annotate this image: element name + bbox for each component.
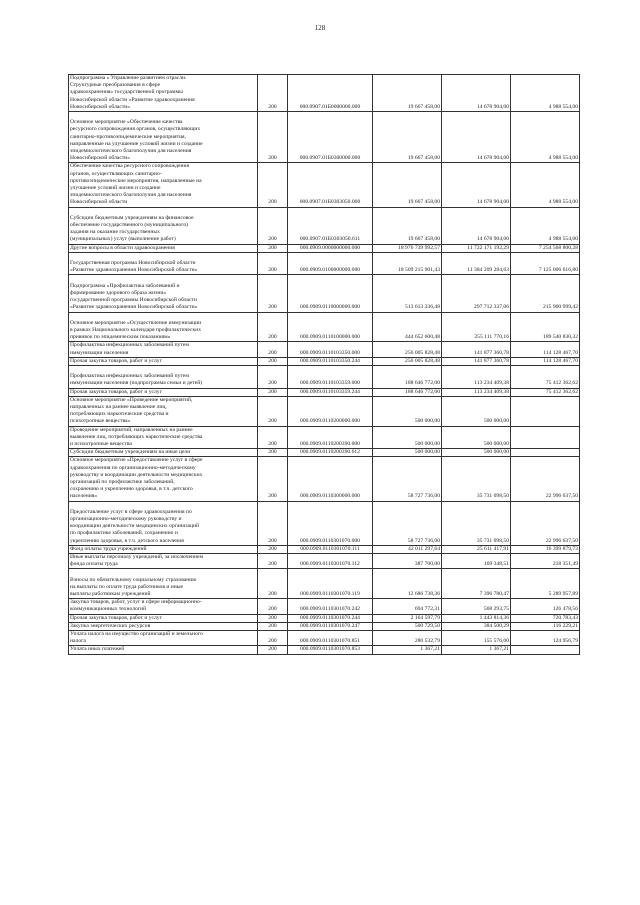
row-code-cell: 200 xyxy=(258,545,288,553)
row-name-line: Закупка энергетических ресурсов xyxy=(70,622,151,629)
row-value-3-cell xyxy=(511,646,580,654)
row-name-line xyxy=(70,208,256,215)
row-name-line xyxy=(70,253,256,260)
row-name-line: по профилактике заболеваний, сохранению и xyxy=(70,530,178,537)
row-value-1-cell: 694 772,31 xyxy=(373,599,442,614)
row-name-cell xyxy=(69,457,258,501)
row-code-cell: 200 xyxy=(258,163,288,207)
row-name-line: выплаты работникам учреждений xyxy=(70,591,151,598)
row-value-2-cell: 1 443 814,36 xyxy=(442,614,511,622)
table-row xyxy=(69,569,580,599)
row-name-line: Иные выплаты персоналу учреждений, за исключением xyxy=(70,554,204,560)
row-name-line: организаций по профилактике заболеваний, xyxy=(70,478,175,485)
row-name-line: улучшение условий жизни и создание xyxy=(70,185,161,192)
row-name-cell xyxy=(69,449,258,457)
table-row xyxy=(69,396,580,426)
row-kbk-cell: 000.0909.0110301070.112 xyxy=(288,554,373,569)
row-kbk-cell: 000.0909.0110301070.244 xyxy=(288,614,373,622)
row-name-line: задания на оказание государственных xyxy=(70,229,160,236)
row-value-3-cell: 22 996 637,50 xyxy=(511,457,580,501)
row-kbk-cell: 000.0909.0110301070.000 xyxy=(288,501,373,545)
row-name-line: Фонд оплаты труда учреждений xyxy=(70,545,147,552)
row-kbk-cell: 000.0909.0110301070.119 xyxy=(288,569,373,599)
row-name-line: фонда оплаты труда xyxy=(70,561,118,568)
row-name-line: Основное мероприятие «Обеспечение качества xyxy=(70,119,183,126)
row-name-cell xyxy=(69,244,258,252)
row-value-1-cell: 513 613 336,48 xyxy=(373,275,442,312)
table-row xyxy=(69,252,580,275)
row-name-line xyxy=(70,313,256,320)
row-kbk-cell: 000.0909.0110103359.244 xyxy=(288,388,373,396)
row-name-line: Профилактика инфекционных заболеваний путем xyxy=(70,342,189,349)
row-name-cell xyxy=(69,342,258,357)
row-value-2-cell: 11 384 209 284,63 xyxy=(442,252,511,275)
row-name-line: обеспечение государственного (муниципального) xyxy=(70,222,189,229)
row-value-1-cell: 19 667 458,00 xyxy=(373,112,442,163)
row-name-cell xyxy=(69,396,258,426)
row-value-3-cell: 5 289 957,89 xyxy=(511,569,580,599)
row-name-line: органов, осуществляющих санитарно- xyxy=(70,170,162,177)
row-code-cell: 200 xyxy=(258,426,288,449)
row-value-3-cell: 189 540 830,32 xyxy=(511,312,580,342)
row-name-line xyxy=(70,275,256,282)
row-name-line: здравоохранения по организационно-методическому xyxy=(70,464,196,471)
row-value-3-cell: 4 988 554,00 xyxy=(511,207,580,244)
row-name-line: коммуникационных технологий xyxy=(70,606,147,613)
row-name-line: направленные на улучшение условий жизни и создание xyxy=(70,140,203,147)
row-kbk-cell: 000.0909.0110300000.000 xyxy=(288,457,373,501)
table-row xyxy=(69,342,580,357)
row-kbk-cell: 000.0909.0110200390.000 xyxy=(288,426,373,449)
row-code-cell: 200 xyxy=(258,449,288,457)
table-row xyxy=(69,501,580,545)
row-name-line: Уплата иных платежей xyxy=(70,646,125,653)
row-name-line: противоэпидемические мероприятия, направленные на xyxy=(70,177,202,184)
row-name-line: Новосибирской области» xyxy=(70,155,131,162)
row-code-cell: 200 xyxy=(258,501,288,545)
row-name-line: Основное мероприятие «Проведение мероприятий, xyxy=(70,396,193,403)
row-kbk-cell: 000.0909.0110100000.000 xyxy=(288,312,373,342)
row-value-1-cell: 444 652 600,48 xyxy=(373,312,442,342)
row-value-2-cell: 384 500,29 xyxy=(442,622,511,630)
row-name-line: «Развитие здравоохранения Новосибирской области» xyxy=(70,267,198,274)
row-kbk-cell: 000.0907.01Б0000000.000 xyxy=(288,75,373,112)
row-name-line: Государственная программа Новосибирской области xyxy=(70,260,196,267)
row-value-3-cell: 215 900 999,42 xyxy=(511,275,580,312)
row-value-1-cell: 387 700,00 xyxy=(373,554,442,569)
table-row xyxy=(69,614,580,622)
row-code-cell: 200 xyxy=(258,646,288,654)
row-code-cell: 200 xyxy=(258,357,288,365)
row-code-cell: 200 xyxy=(258,388,288,396)
row-kbk-cell: 000.0909.0110301070.242 xyxy=(288,599,373,614)
row-value-2-cell: 14 678 904,00 xyxy=(442,75,511,112)
row-value-3-cell: 4 988 554,00 xyxy=(511,163,580,207)
row-value-2-cell: 25 611 417,91 xyxy=(442,545,511,553)
row-value-3-cell xyxy=(511,396,580,426)
row-name-line: Обеспечение качества ресурсного сопровождения xyxy=(70,163,190,170)
table-row xyxy=(69,207,580,244)
row-name-cell xyxy=(69,207,258,244)
row-code-cell: 200 xyxy=(258,554,288,569)
row-name-line: санитарно-противоэпидемические мероприятия, xyxy=(70,133,187,140)
table-row xyxy=(69,75,580,112)
row-value-3-cell: 75 412 362,62 xyxy=(511,365,580,388)
row-code-cell: 200 xyxy=(258,252,288,275)
page-number: 128 xyxy=(314,24,326,32)
row-value-2-cell: 14 678 904,00 xyxy=(442,163,511,207)
row-value-1-cell: 19 667 458,00 xyxy=(373,75,442,112)
row-name-line: руководству и координации деятельности медицинских xyxy=(70,471,203,478)
row-kbk-cell: 000.0909.0110301070.111 xyxy=(288,545,373,553)
row-value-2-cell: 113 234 409,38 xyxy=(442,365,511,388)
row-kbk-cell: 000.0909.0110000000.000 xyxy=(288,275,373,312)
row-value-1-cell: 18 509 215 901,43 xyxy=(373,252,442,275)
row-value-2-cell: 169 348,51 xyxy=(442,554,511,569)
row-name-cell xyxy=(69,426,258,449)
row-value-2-cell: 500 000,00 xyxy=(442,396,511,426)
row-name-line: и психотропные вещества xyxy=(70,440,132,447)
row-name-line: Прочая закупка товаров, работ и услуг xyxy=(70,388,162,395)
row-code-cell: 200 xyxy=(258,207,288,244)
row-name-line: Новосибирской области» xyxy=(70,103,131,110)
table-row xyxy=(69,365,580,388)
row-name-cell xyxy=(69,275,258,312)
row-value-1-cell: 280 532,79 xyxy=(373,631,442,646)
row-value-3-cell: 116 229,21 xyxy=(511,622,580,630)
row-name-line: Предоставление услуг в сфере здравоохранения по xyxy=(70,508,192,515)
row-value-2-cell: 11 722 171 192,29 xyxy=(442,244,511,252)
row-value-3-cell: 218 351,49 xyxy=(511,554,580,569)
row-value-1-cell: 256 005 828,48 xyxy=(373,357,442,365)
row-value-2-cell: 14 678 904,00 xyxy=(442,207,511,244)
row-name-line: здравоохранения» государственной программы xyxy=(70,89,183,96)
row-code-cell: 200 xyxy=(258,614,288,622)
row-code-cell: 200 xyxy=(258,75,288,112)
table-row xyxy=(69,112,580,163)
table-row xyxy=(69,426,580,449)
row-name-line: налога xyxy=(70,638,86,645)
row-name-line: Проведение мероприятий, направленных на раннее xyxy=(70,426,193,433)
row-name-line: прививок по эпидемическим показаниям» xyxy=(70,334,171,341)
row-value-2-cell: 1 367,21 xyxy=(442,646,511,654)
row-code-cell: 200 xyxy=(258,457,288,501)
row-value-1-cell: 42 011 297,64 xyxy=(373,545,442,553)
row-value-1-cell: 500 000,00 xyxy=(373,396,442,426)
row-name-line: координации деятельности медицинских организаций xyxy=(70,523,200,530)
row-name-cell xyxy=(69,599,258,614)
row-name-line: ресурсного сопровождения органов, осуществляющих xyxy=(70,126,201,133)
row-value-2-cell: 255 111 770,16 xyxy=(442,312,511,342)
row-value-3-cell: 720 783,43 xyxy=(511,614,580,622)
table-row xyxy=(69,244,580,252)
row-name-line: Субсидии бюджетным учреждениям на финансовое xyxy=(70,214,194,221)
table-row xyxy=(69,646,580,654)
row-value-3-cell xyxy=(511,449,580,457)
row-kbk-cell: 000.0907.01Б0303050.611 xyxy=(288,207,373,244)
row-value-2-cell: 500 000,00 xyxy=(442,426,511,449)
row-name-line: иммунизации населения xyxy=(70,349,129,356)
row-code-cell: 200 xyxy=(258,312,288,342)
row-value-3-cell: 4 988 554,00 xyxy=(511,75,580,112)
table-row xyxy=(69,312,580,342)
row-value-1-cell: 500 000,00 xyxy=(373,449,442,457)
table-row xyxy=(69,622,580,630)
row-value-3-cell: 4 988 554,00 xyxy=(511,112,580,163)
row-value-3-cell: 114 128 467,70 xyxy=(511,357,580,365)
table-row xyxy=(69,388,580,396)
row-value-2-cell: 35 731 098,50 xyxy=(442,501,511,545)
row-name-line: (муниципальных) услуг (выполнение работ) xyxy=(70,236,176,243)
row-name-line: Основное мероприятие «Осуществление иммунизации xyxy=(70,319,202,326)
row-value-2-cell: 141 877 360,78 xyxy=(442,342,511,357)
row-name-cell xyxy=(69,75,258,112)
row-name-line: психотропные вещества» xyxy=(70,418,131,425)
row-code-cell: 200 xyxy=(258,244,288,252)
row-kbk-cell: 000.0909.0110301070.247 xyxy=(288,622,373,630)
row-value-2-cell: 155 576,00 xyxy=(442,631,511,646)
row-name-line: населения» xyxy=(70,493,98,500)
row-name-line: Структурные преобразования в сфере xyxy=(70,82,161,89)
row-kbk-cell: 000.0907.01Б0300000.000 xyxy=(288,112,373,163)
row-code-cell: 200 xyxy=(258,275,288,312)
row-name-cell xyxy=(69,501,258,545)
row-name-cell xyxy=(69,357,258,365)
row-value-1-cell: 58 727 736,00 xyxy=(373,501,442,545)
row-name-line: в рамках Национального календаря профилактических xyxy=(70,326,202,333)
row-name-cell xyxy=(69,365,258,388)
row-name-cell xyxy=(69,631,258,646)
table-row xyxy=(69,163,580,207)
table-row xyxy=(69,545,580,553)
row-kbk-cell: 000.0909.0110301070.851 xyxy=(288,631,373,646)
row-value-3-cell: 75 412 362,62 xyxy=(511,388,580,396)
table-row xyxy=(69,449,580,457)
row-value-3-cell: 22 996 637,50 xyxy=(511,501,580,545)
row-name-cell xyxy=(69,614,258,622)
row-kbk-cell: 000.0909.0110200000.000 xyxy=(288,396,373,426)
table-row xyxy=(69,599,580,614)
row-name-line: Взносы по обязательному социальному страхованию xyxy=(70,576,197,583)
row-value-1-cell: 12 686 738,36 xyxy=(373,569,442,599)
row-name-line: государственной программы Новосибирской области xyxy=(70,297,197,304)
row-value-2-cell: 568 293,75 xyxy=(442,599,511,614)
row-name-cell xyxy=(69,112,258,163)
row-name-line: организационно-методическому руководству и xyxy=(70,515,182,522)
row-name-line: укреплению здоровья, в т.ч. детского населения xyxy=(70,537,184,544)
row-code-cell: 200 xyxy=(258,569,288,599)
row-name-line: Профилактика инфекционных заболеваний путем xyxy=(70,373,189,380)
row-value-3-cell: 114 128 467,70 xyxy=(511,342,580,357)
row-name-line: Новосибирской области «Развитие здравоохранения xyxy=(70,96,195,103)
row-name-cell xyxy=(69,646,258,654)
row-name-line: Другие вопросы в области здравоохранения xyxy=(70,244,175,251)
row-code-cell: 200 xyxy=(258,631,288,646)
row-value-1-cell: 1 367,21 xyxy=(373,646,442,654)
budget-table-body xyxy=(69,75,580,655)
row-name-line: Закупка товаров, работ, услуг в сфере информационно- xyxy=(70,599,202,606)
row-value-1-cell: 18 976 739 992,57 xyxy=(373,244,442,252)
row-value-1-cell: 500 729,50 xyxy=(373,622,442,630)
row-value-3-cell xyxy=(511,426,580,449)
row-name-line: направленных на раннее выявление лиц, xyxy=(70,403,167,410)
row-value-2-cell: 141 877 360,78 xyxy=(442,357,511,365)
row-code-cell: 200 xyxy=(258,599,288,614)
row-name-line: эпидемиологического благополучия для населения xyxy=(70,192,192,199)
row-name-line: выявление лиц, потребляющих наркотические средства xyxy=(70,433,203,440)
row-value-1-cell: 19 667 458,00 xyxy=(373,207,442,244)
row-code-cell: 200 xyxy=(258,622,288,630)
table-row xyxy=(69,357,580,365)
row-name-line: Новосибирской области xyxy=(70,199,128,206)
row-name-cell xyxy=(69,622,258,630)
row-name-cell xyxy=(69,545,258,553)
row-name-line xyxy=(70,569,256,576)
row-value-1-cell: 188 646 772,00 xyxy=(373,388,442,396)
row-value-3-cell: 7 125 006 616,80 xyxy=(511,252,580,275)
row-name-cell xyxy=(69,554,258,569)
row-name-line: формирование здорового образа жизни» xyxy=(70,289,167,296)
row-value-2-cell: 14 678 904,00 xyxy=(442,112,511,163)
row-name-cell xyxy=(69,252,258,275)
table-row xyxy=(69,554,580,569)
row-name-line: Подпрограмма « Управление развитием отрасли. xyxy=(70,75,187,81)
row-name-cell xyxy=(69,163,258,207)
row-value-3-cell: 7 254 568 800,28 xyxy=(511,244,580,252)
row-name-line: Прочая закупка товаров, работ и услуг xyxy=(70,357,162,364)
row-name-line: Подпрограмма «Профилактика заболеваний и xyxy=(70,282,180,289)
row-name-line: Основное мероприятие «Предоставление услуг в сфере xyxy=(70,457,203,464)
row-kbk-cell: 000.0909.0100000000.000 xyxy=(288,252,373,275)
row-name-line xyxy=(70,502,256,509)
row-value-1-cell: 256 005 828,48 xyxy=(373,342,442,357)
row-code-cell: 200 xyxy=(258,112,288,163)
row-value-3-cell: 124 956,79 xyxy=(511,631,580,646)
row-value-3-cell: 126 478,56 xyxy=(511,599,580,614)
table-row xyxy=(69,457,580,501)
table-row xyxy=(69,275,580,312)
row-name-cell xyxy=(69,312,258,342)
row-kbk-cell: 000.0909.0110200390.612 xyxy=(288,449,373,457)
row-value-3-cell: 16 399 879,73 xyxy=(511,545,580,553)
row-value-2-cell: 113 234 409,38 xyxy=(442,388,511,396)
row-kbk-cell: 000.0909.0110103359.000 xyxy=(288,365,373,388)
row-value-1-cell: 188 646 772,00 xyxy=(373,365,442,388)
row-name-line: иммунизации населения (подпрограмма семьи и детей) xyxy=(70,380,203,387)
row-code-cell: 200 xyxy=(258,396,288,426)
row-name-cell xyxy=(69,388,258,396)
row-value-2-cell: 35 731 098,50 xyxy=(442,457,511,501)
row-value-1-cell: 19 667 458,00 xyxy=(373,163,442,207)
row-name-line: потребляющих наркотические средства и xyxy=(70,411,169,418)
row-value-2-cell: 500 000,00 xyxy=(442,449,511,457)
row-kbk-cell: 000.0907.01Б0303050.000 xyxy=(288,163,373,207)
row-kbk-cell: 000.0909.0110103350.000 xyxy=(288,342,373,357)
row-value-2-cell: 297 712 337,06 xyxy=(442,275,511,312)
row-name-cell xyxy=(69,569,258,599)
row-code-cell: 200 xyxy=(258,365,288,388)
row-name-line: Субсидии бюджетным учреждениям на иные цели xyxy=(70,449,191,456)
table-row xyxy=(69,631,580,646)
row-value-2-cell: 7 396 780,47 xyxy=(442,569,511,599)
row-value-1-cell: 2 164 597,79 xyxy=(373,614,442,622)
row-name-line: на выплаты по оплате труда работников и иные xyxy=(70,583,184,590)
row-code-cell: 200 xyxy=(258,342,288,357)
row-name-line: сохранению и укреплению здоровья, в т.ч. детского xyxy=(70,486,193,493)
row-kbk-cell: 000.0909.0110301070.853 xyxy=(288,646,373,654)
row-name-line: Прочая закупка товаров, работ и услуг xyxy=(70,614,162,621)
budget-table xyxy=(68,74,580,655)
row-value-1-cell: 500 000,00 xyxy=(373,426,442,449)
row-name-line: Уплата налога на имущество организаций и земельного xyxy=(70,631,203,638)
row-kbk-cell: 000.0909.0000000000.000 xyxy=(288,244,373,252)
row-kbk-cell: 000.0909.0110103350.244 xyxy=(288,357,373,365)
row-name-line: эпидемиологического благополучия для населения xyxy=(70,148,192,155)
row-name-line: «Развитие здравоохранения Новосибирской области» xyxy=(70,304,198,311)
row-value-1-cell: 58 727 736,00 xyxy=(373,457,442,501)
